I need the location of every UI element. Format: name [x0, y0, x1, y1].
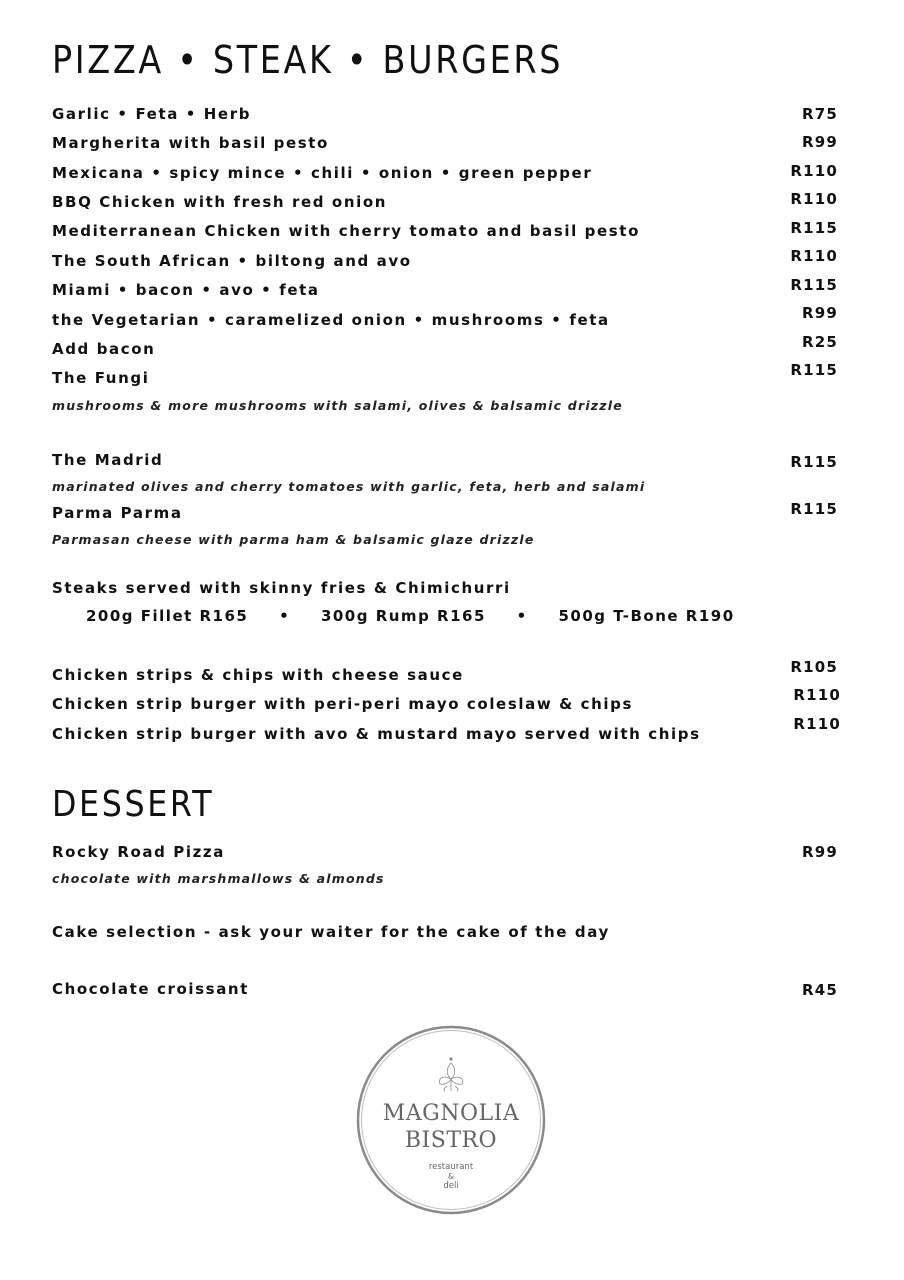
- menu-item-price: R110: [793, 715, 841, 733]
- separator-dot: •: [279, 607, 291, 625]
- menu-item-price: R110: [790, 162, 838, 180]
- logo-sub-1: restaurant: [428, 1162, 474, 1172]
- menu-item-price: R99: [801, 304, 838, 322]
- steak-option: 500g T-Bone R190: [558, 607, 735, 625]
- menu-item-name: Chocolate croissant: [52, 980, 249, 998]
- menu-item-name: Cake selection - ask your waiter for the cake of the day: [52, 923, 610, 941]
- logo-line-1: MAGNOLIA: [382, 1101, 520, 1126]
- menu-item-name: BBQ Chicken with fresh red onion: [52, 193, 388, 211]
- menu-item-price: R115: [790, 500, 838, 518]
- menu-item-price: R115: [790, 276, 838, 294]
- menu-item-name: Chicken strip burger with avo & mustard mayo served with chips: [52, 725, 701, 743]
- logo-line-2: BISTRO: [404, 1128, 498, 1153]
- steak-options: [86, 607, 735, 625]
- menu-item-price: R75: [801, 105, 838, 123]
- main-heading: PIZZA • STEAK • BURGERS: [52, 38, 564, 82]
- menu-item-name: the Vegetarian • caramelized onion • mushrooms • feta: [52, 311, 610, 329]
- menu-item-name: Margherita with basil pesto: [52, 134, 329, 152]
- menu-item-name: Mexicana • spicy mince • chili • onion • green pepper: [52, 164, 593, 182]
- magnolia-bistro-logo: [354, 1023, 548, 1217]
- menu-item-price: R110: [790, 247, 838, 265]
- menu-item-description: Parmasan cheese with parma ham & balsamic glaze drizzle: [52, 532, 535, 547]
- menu-item-price: R110: [793, 686, 841, 704]
- menu-item-name: Miami • bacon • avo • feta: [52, 281, 320, 299]
- logo-sub-3: deli: [443, 1181, 459, 1191]
- menu-item-price: R115: [790, 219, 838, 237]
- menu-item-price: R115: [790, 361, 838, 379]
- steak-option: 200g Fillet R165: [86, 607, 249, 625]
- magnolia-flower-icon: [440, 1058, 463, 1091]
- logo-sub-2: &: [447, 1172, 455, 1181]
- menu-item-name: Parma Parma: [52, 504, 183, 522]
- menu-item-name: The Fungi: [52, 369, 150, 387]
- menu-item-description: marinated olives and cherry tomatoes with garlic, feta, herb and salami: [52, 479, 646, 494]
- steak-option: 300g Rump R165: [320, 607, 486, 625]
- menu-item-price: R99: [801, 133, 838, 151]
- menu-item-price: R99: [801, 843, 838, 861]
- menu-item-description: chocolate with marshmallows & almonds: [52, 871, 385, 886]
- steaks-intro: Steaks served with skinny fries & Chimichurri: [52, 579, 511, 597]
- menu-item-price: R115: [790, 453, 838, 471]
- menu-item-name: Chicken strip burger with peri-peri mayo coleslaw & chips: [52, 695, 633, 713]
- menu-item-price: R105: [790, 658, 838, 676]
- menu-item-description: mushrooms & more mushrooms with salami, olives & balsamic drizzle: [52, 398, 623, 413]
- menu-item-name: The South African • biltong and avo: [52, 252, 412, 270]
- menu-item-name: Garlic • Feta • Herb: [52, 105, 252, 123]
- menu-item-name: Add bacon: [52, 340, 156, 358]
- dessert-heading: DESSERT: [52, 784, 215, 825]
- menu-item-name: Chicken strips & chips with cheese sauce: [52, 666, 464, 684]
- menu-item-name: Mediterranean Chicken with cherry tomato and basil pesto: [52, 222, 640, 240]
- menu-item-price: R45: [801, 981, 838, 999]
- menu-item-name: Rocky Road Pizza: [52, 843, 225, 861]
- menu-item-name: The Madrid: [52, 451, 164, 469]
- separator-dot: •: [516, 607, 528, 625]
- menu-item-price: R110: [790, 190, 838, 208]
- menu-item-price: R25: [801, 333, 838, 351]
